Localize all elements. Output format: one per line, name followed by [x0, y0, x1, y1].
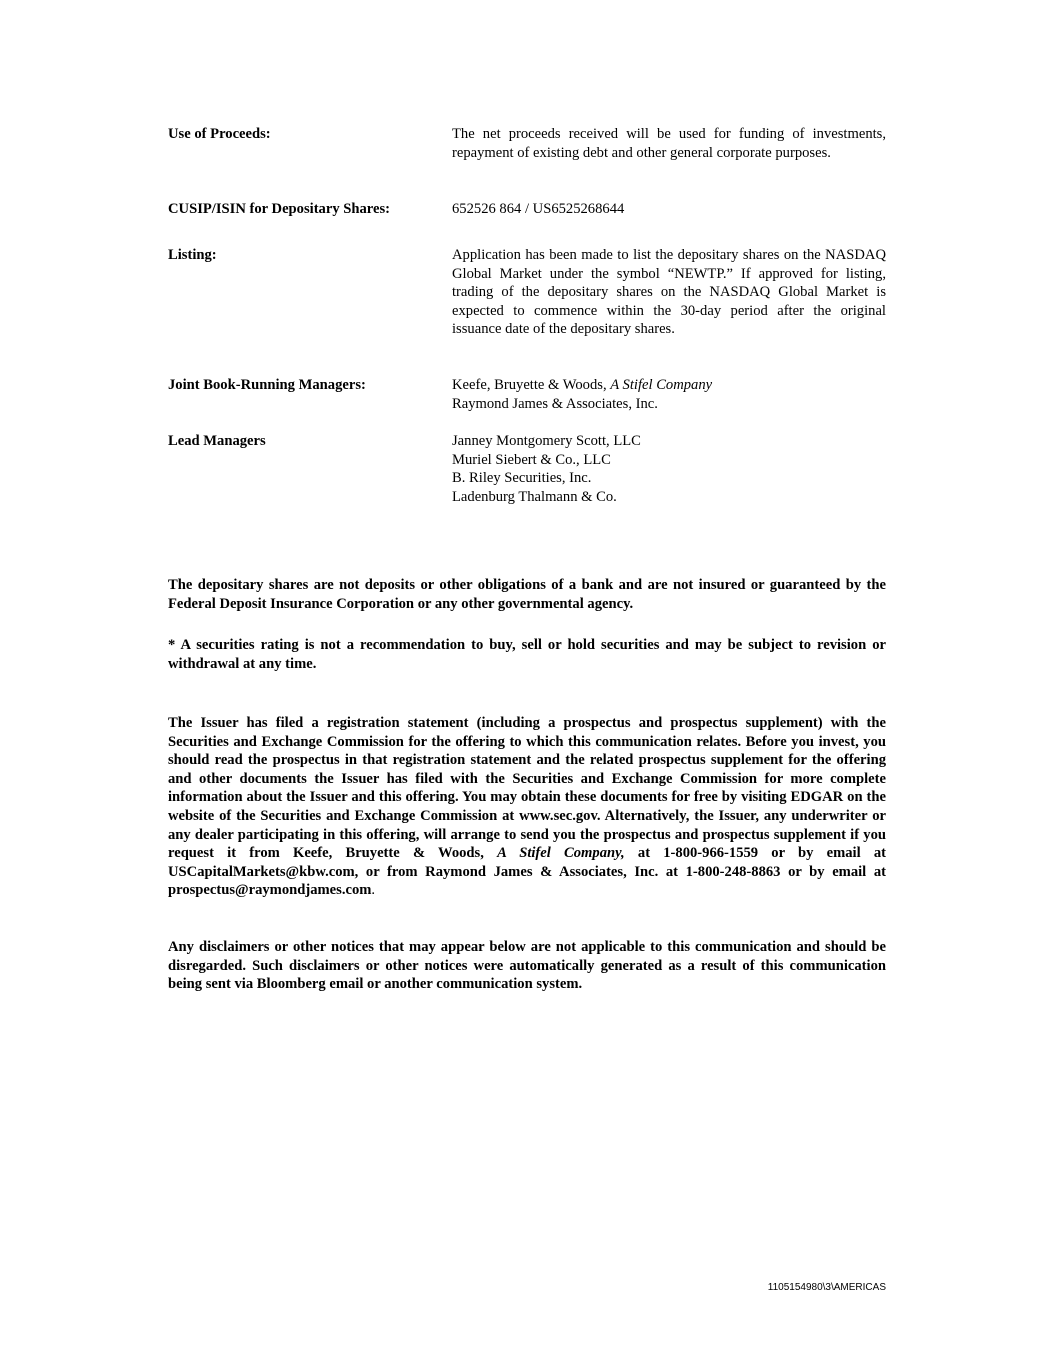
joint-managers-value [452, 376, 886, 413]
joint-manager-kbw [452, 376, 886, 395]
lead-manager-item: Muriel Siebert & Co., LLC [452, 451, 611, 468]
use-of-proceeds-value: The net proceeds received will be used for funding of investments, repayment of existing debt and other general corporate purposes. [452, 126, 886, 161]
rating-disclaimer: * A securities rating is not a recommendation to buy, sell or hold securities and may be subject to revision or withdrawal at any time. [168, 637, 886, 672]
lead-managers-label: Lead Managers [168, 433, 266, 449]
listing-value: Application has been made to list the depositary shares on the NASDAQ Global Market under the symbol “NEWTP.” If approved for listing, trading of the depositary shares on the NASDAQ Global Market is expected to commence within the 30-day period after the original issuance date of the depositary shares. [452, 247, 886, 338]
lead-manager-item: B. Riley Securities, Inc. [452, 470, 592, 487]
cusip-label: CUSIP/ISIN for Depositary Shares: [168, 201, 391, 217]
bloomberg-disclaimer: Any disclaimers or other notices that may appear below are not applicable to this communication and should be disregarded. Such disclaimers or other notices were automatically generated as a result of this communication being sent via Bloomberg email or another communication system. [168, 939, 886, 993]
lead-managers-list [452, 432, 886, 506]
lead-manager-item: Janney Montgomery Scott, LLC [452, 433, 641, 449]
use-of-proceeds-label: Use of Proceeds: [168, 126, 271, 142]
joint-manager-raymond-james: Raymond James & Associates, Inc. [452, 395, 658, 412]
registration-text-part1: The Issuer has filed a registration statement (including a prospectus and prospectus supplement) with the Securities and Exchange Commission for the offering to which this communication relates. Before you invest, you should read the prospectus in that registration statement and the related prospectus supplement for the offering and other documents the Issuer has filed with the Securities and Exchange Commission for more complete information about the Issuer and this offering. You may obtain these documents for free by visiting EDGAR on the website of the Securities and Exchange Commission at www.sec.gov. Alternatively, the Issuer, any underwriter or any dealer participating in this offering, will arrange to send you the prospectus and prospectus supplement if you request it from Keefe, Bruyette & Woods, [168, 715, 886, 862]
cusip-value: 652526 864 / US6525268644 [452, 201, 625, 217]
listing-label: Listing: [168, 247, 217, 263]
kbw-name: Keefe, Bruyette & Woods, [452, 377, 611, 393]
document-id-footer: 1105154980\3\AMERICAS [767, 1282, 886, 1293]
registration-text-part2: at 1-800-966-1559 or by email at USCapitalMarkets@kbw.com, or from Raymond James & Associates, Inc. at 1-800-248-8863 or by email at prospectus@raymondjames.com [168, 845, 887, 899]
lead-manager-item: Ladenburg Thalmann & Co. [452, 488, 617, 505]
registration-period: . [371, 882, 376, 899]
registration-stifel-text: A Stifel Company, [497, 845, 625, 862]
stifel-company-text: A Stifel Company [610, 377, 713, 393]
registration-disclaimer [168, 714, 886, 900]
fdic-disclaimer: The depositary shares are not deposits or other obligations of a bank and are not insured or guaranteed by the Federal Deposit Insurance Corporation or any other governmental agency. [168, 577, 886, 612]
joint-managers-label: Joint Book-Running Managers: [168, 377, 366, 393]
